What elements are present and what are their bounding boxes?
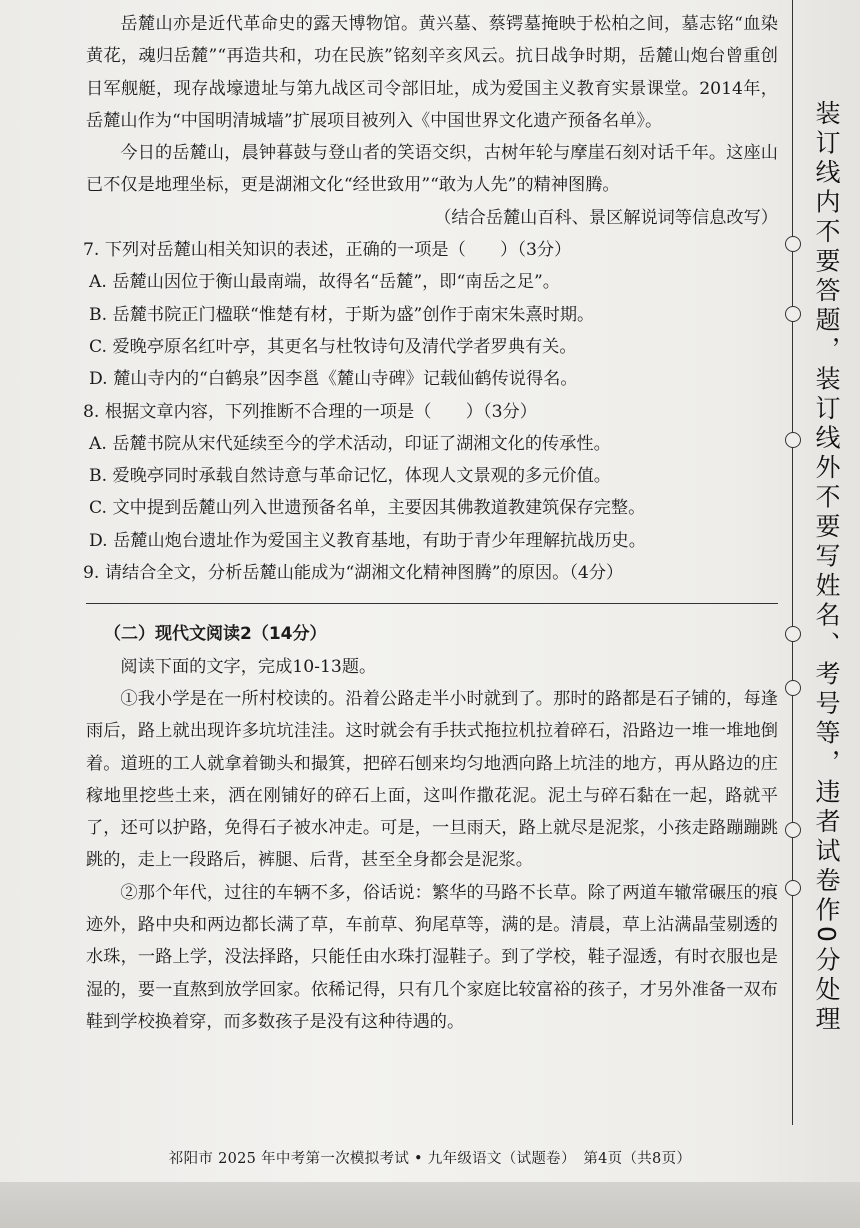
essay-paragraph-1: ①我小学是在一所村校读的。沿着公路走半小时就到了。那时的路都是石子铺的，每逢雨后，路上就出现许多坑坑洼洼。这时就会有手扶式拖拉机拉着碎石，沿路边一堆一堆地倒着。道班的工人就拿着锄头和撮箕，把碎石刨来均匀地洒向路上坑洼的地方，再从路边的庄稼地里挖些土来，洒在刚铺好的碎石上面，这叫作撒花泥。泥土与碎石黏在一起，路就平了，还可以护路，免得石子被水冲走。可是，一旦雨天，路上就尽是泥浆，小孩走路蹦蹦跳跳的，走上一段路后，裤腿、后背，甚至全身都会是泥浆。 [86,688,778,871]
question-8-option-d: D. 岳麓山炮台遗址作为爱国主义教育基地，有助于青少年理解抗战历史。 [89,530,646,551]
question-8-option-a: A. 岳麓书院从宋代延续至今的学术活动，印证了湖湘文化的传承性。 [89,433,611,454]
answer-line [86,603,778,604]
binding-hole [785,880,801,896]
question-8-stem: 8. 根据文章内容，下列推断不合理的一项是（ ）（3分） [83,401,537,422]
question-7-option-a: A. 岳麓山因位于衡山最南端，故得名“岳麓”，即“南岳之足”。 [89,272,560,293]
passage-source-note: （结合岳麓山百科、景区解说词等信息改写） [434,207,778,228]
binding-notice: 装订线内不要答题，装订线外不要写姓名、考号等，违者试卷作0分处理 [812,100,841,1035]
question-8-option-c: C. 文中提到岳麓山列入世遗预备名单，主要因其佛教道教建筑保存完整。 [89,498,646,519]
page-footer: 祁阳市 2025 年中考第一次模拟考试 • 九年级语文（试题卷） 第4页（共8页） [168,1151,692,1167]
question-7-option-d: D. 麓山寺内的“白鹤泉”因李邕《麓山寺碑》记载仙鹤传说得名。 [89,369,578,390]
binding-hole [785,306,801,322]
essay-paragraph-2: ②那个年代，过往的车辆不多，俗话说：繁华的马路不长草。除了两道车辙常碾压的痕迹外，路中央和两边都长满了草，车前草、狗尾草等，满的是。清晨，草上沾满晶莹剔透的水珠，一路上学，没法择路，只能任由水珠打湿鞋子。到了学校，鞋子湿透，有时衣服也是湿的，要一直熬到放学回家。依稀记得，只有几个家庭比较富裕的孩子，才另外准备一双布鞋到学校换着穿，而多数孩子是没有这种待遇的。 [86,882,778,1032]
page-bottom-edge [0,1182,860,1228]
question-7-stem: 7. 下列对岳麓山相关知识的表述，正确的一项是（ ）（3分） [83,240,572,261]
passage-paragraph-history: 岳麓山亦是近代革命史的露天博物馆。黄兴墓、蔡锷墓掩映于松柏之间，墓志铭“血染黄花，魂归岳麓”“再造共和，功在民族”铭刻辛亥风云。抗日战争时期，岳麓山炮台曾重创日军舰艇，现存战壕遗址与第九战区司令部旧址，成为爱国主义教育实景课堂。2014年，岳麓山作为“中国明清城墙”扩展项目被列入《中国世界文化遗产预备名单》。 [86,14,778,131]
question-7-option-c: C. 爱晚亭原名红叶亭，其更名与杜牧诗句及清代学者罗典有关。 [89,336,577,357]
section-title: （二）现代文阅读2（14分） [104,624,327,645]
binding-hole [785,236,801,252]
binding-hole [785,626,801,642]
binding-hole [785,432,801,448]
binding-hole [785,680,801,696]
passage-paragraph-today: 今日的岳麓山，晨钟暮鼓与登山者的笑语交织，古树年轮与摩崖石刻对话千年。这座山已不仅是地理坐标，更是湖湘文化“经世致用”“敢为人先”的精神图腾。 [86,143,778,196]
question-7-option-b: B. 岳麓书院正门楹联“惟楚有材，于斯为盛”创作于南宋朱熹时期。 [89,304,595,325]
binding-hole [785,822,801,838]
binding-line [792,0,793,1125]
question-9-stem: 9. 请结合全文，分析岳麓山能成为“湖湘文化精神图腾”的原因。（4分） [83,563,624,584]
page-content [83,8,778,1038]
section-instruction: 阅读下面的文字，完成10-13题。 [120,656,377,677]
question-8-option-b: B. 爱晚亭同时承载自然诗意与革命记忆，体现人文景观的多元价值。 [89,466,611,487]
